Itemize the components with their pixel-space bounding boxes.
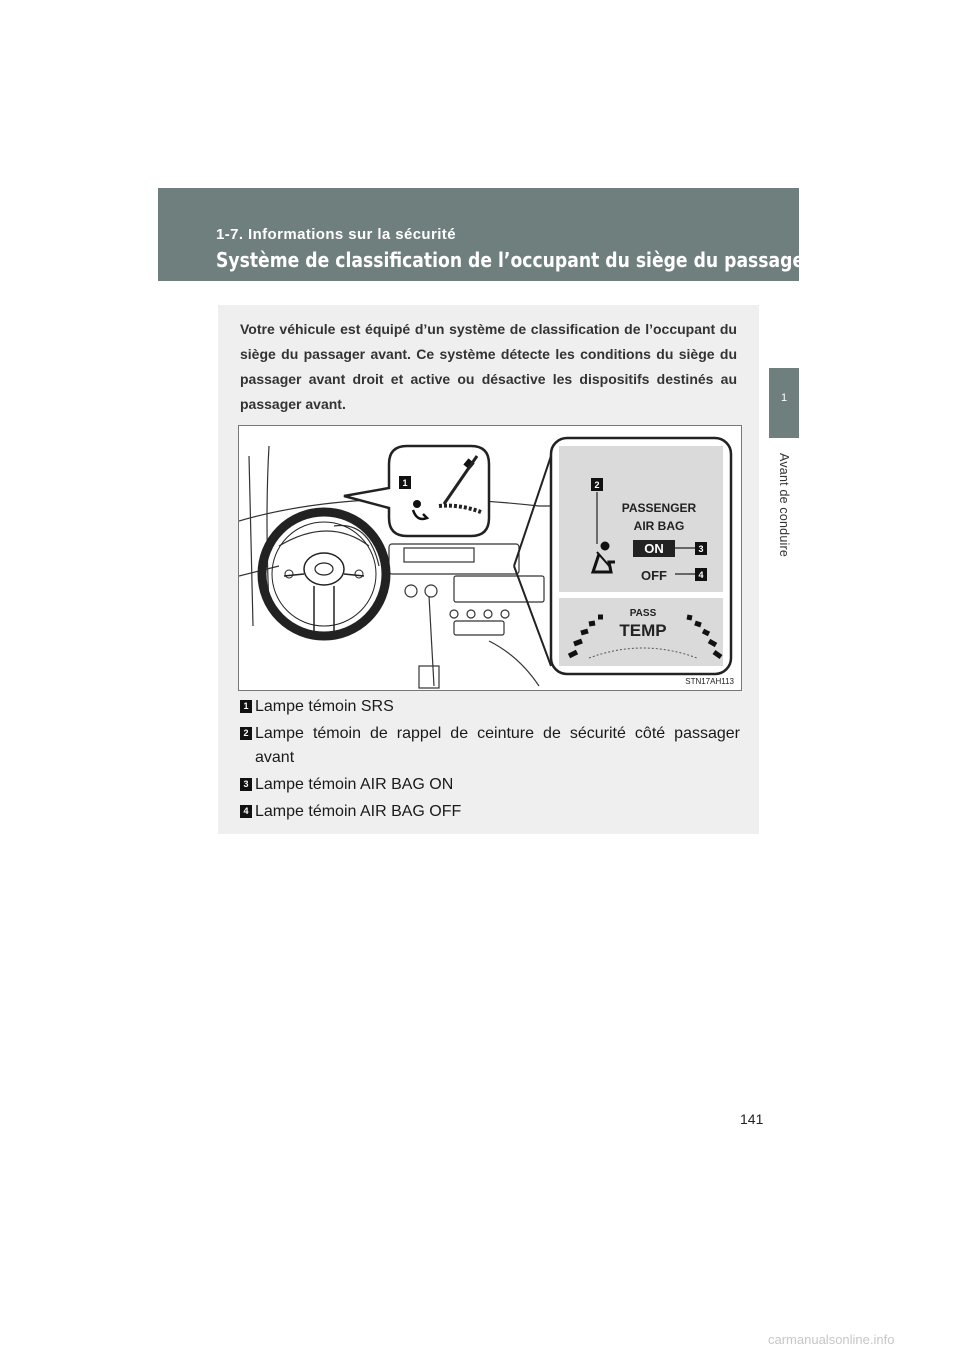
figure-code: STN17AH113 — [685, 677, 734, 686]
legend-text: Lampe témoin de rappel de ceinture de sécurité côté passager avant — [255, 725, 740, 766]
off-indicator-label: OFF — [641, 568, 667, 583]
section-label: 1-7. Informations sur la sécurité — [216, 226, 456, 243]
legend-text: Lampe témoin AIR BAG ON — [255, 776, 454, 793]
passenger-panel — [551, 438, 731, 674]
page-number: 141 — [740, 1111, 764, 1127]
chapter-tab-label: Avant de conduire — [777, 453, 791, 557]
intro-paragraph: Votre véhicule est équipé d’un système de classification de l’occupant du siège du passager avant. Ce système détecte les conditions du siège du passager avant droit et active ou désactive les dispositifs destinés au passager avant. — [240, 321, 737, 412]
air-bag-label: AIR BAG — [633, 519, 685, 533]
callout-3-number: 3 — [698, 544, 704, 554]
legend-list — [240, 695, 740, 827]
legend-text: Lampe témoin SRS — [255, 698, 394, 715]
legend-item — [240, 800, 740, 824]
dashboard-illustration — [238, 425, 742, 691]
legend-item — [240, 773, 740, 797]
callout-4-number: 4 — [698, 570, 704, 580]
passenger-label: PASSENGER — [621, 501, 697, 515]
chapter-tab-number: 1 — [780, 392, 788, 404]
pass-label: PASS — [629, 608, 657, 619]
legend-item — [240, 722, 740, 770]
legend-text: Lampe témoin AIR BAG OFF — [255, 803, 462, 820]
legend-number: 4 — [240, 805, 252, 818]
legend-number: 3 — [240, 778, 252, 791]
callout-1-number: 1 — [402, 478, 408, 488]
page-title: Système de classification de l’occupant du siège du passager avant — [216, 248, 874, 272]
on-indicator-label: ON — [644, 541, 664, 556]
chapter-header — [158, 188, 874, 281]
temp-label: TEMP — [619, 621, 667, 640]
legend-number: 2 — [240, 727, 252, 740]
content-box — [218, 305, 759, 834]
watermark-link[interactable]: carmanualsonline.info — [768, 1332, 895, 1347]
legend-item — [240, 695, 740, 719]
dashboard-svg — [239, 426, 741, 690]
callout-2-number: 2 — [594, 480, 600, 490]
legend-number: 1 — [240, 700, 252, 713]
